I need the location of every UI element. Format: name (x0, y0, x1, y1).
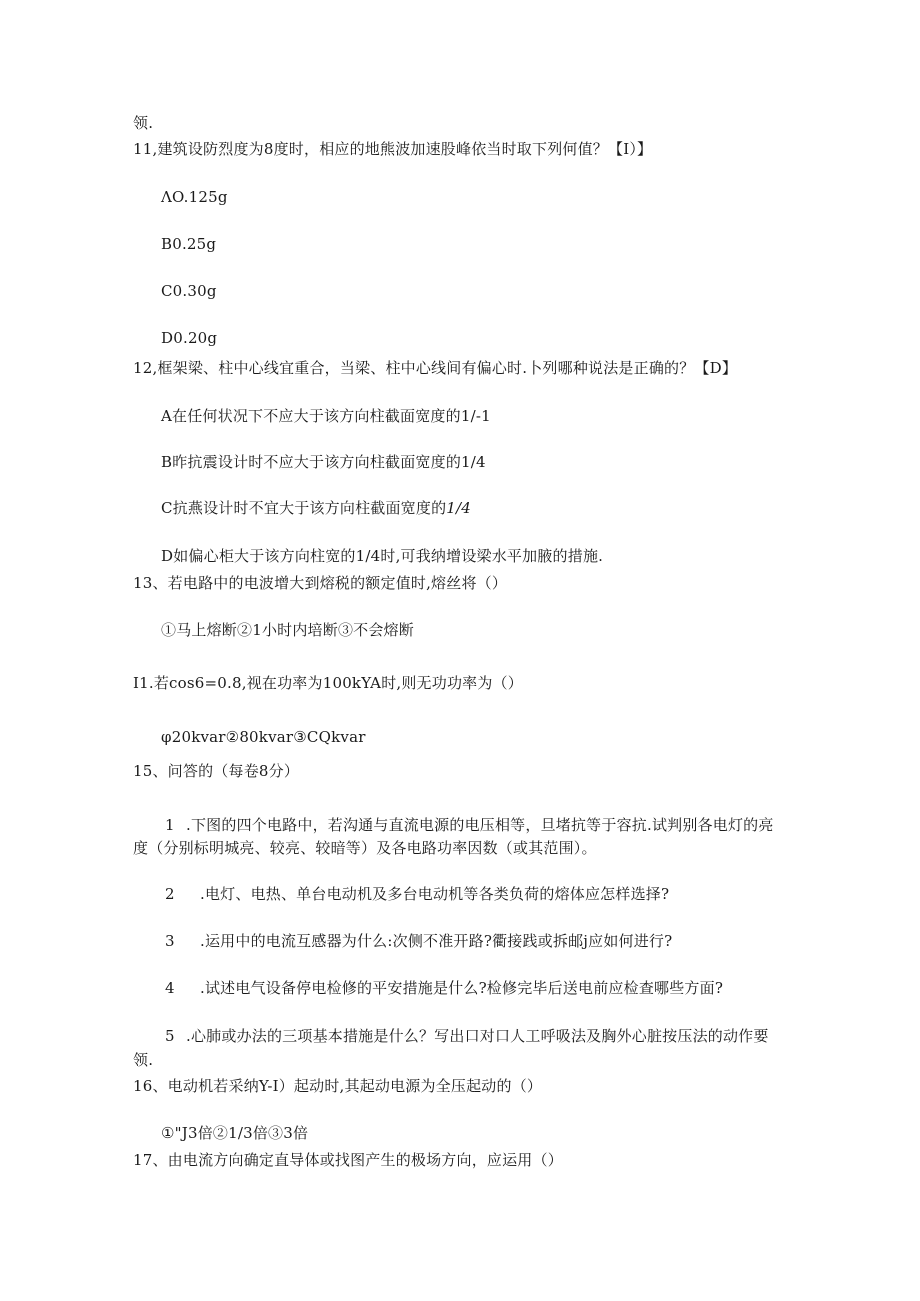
question-11-option-d: D0.20g (161, 329, 218, 347)
question-12-option-d: D如偏心柜大于该方向柱宽的1/4时,可我纳增设梁水平加腋的措施. (161, 547, 604, 565)
question-11-option-a: ΛO.125g (161, 188, 228, 206)
question-11: 11,建筑设防烈度为8度时，相应的地熊波加速股峰依当时取下列何值？【I）】 (133, 140, 653, 158)
question-15-item-5-line-1: .心肺或办法的三项基本措施是什么？写出口对口人工呼吸法及胸外心脏按压法的动作要 (186, 1027, 769, 1045)
question-15-item-4: .试述电气设备停电检修的平安措施是什么?检修完毕后送电前应检查哪些方面? (200, 979, 724, 997)
question-11-option-c: C0.30g (161, 282, 217, 300)
question-14: I1.若cos6=0.8,视在功率为100kYA时,则无功功率为（） (133, 674, 523, 692)
question-12-option-b: B昨抗震设计时不应大于该方向柱截面宽度的1/4 (161, 453, 486, 471)
question-15-item-3-number: 3 (165, 932, 175, 950)
question-12-option-a: A在任何状况下不应大于该方向柱截面宽度的1/-1 (161, 407, 491, 425)
question-15-item-5-number: 5 (165, 1027, 175, 1045)
question-12-option-c-text: C抗燕设计时不宜大于该方向柱截面宽度的 (161, 499, 447, 517)
question-12: 12,框架梁、柱中心线宜重合，当梁、柱中心线间有偏心时.卜列哪种说法是正确的？【D】 (133, 359, 738, 377)
question-15-item-3: .运用中的电流互感器为什么:次侧不准开路?衢接践或拆邮j应如何进行? (200, 932, 673, 950)
question-15: 15、问答的（每卷8分） (133, 762, 300, 780)
question-14-options: φ20kvar②80kvar③CQkvar (161, 728, 366, 746)
question-12-option-c-fraction: 1/4 (446, 499, 472, 517)
question-16: 16、电动机若采纳Y-I）起动时,其起动电源为全压起动的（） (133, 1077, 543, 1095)
question-12-option-c (161, 498, 471, 518)
question-15-item-1-number: 1 (165, 816, 175, 834)
question-15-item-4-number: 4 (165, 979, 175, 997)
question-17: 17、由电流方向确定直导体或找图产生的极场方向，应运用（） (133, 1151, 563, 1169)
text-line-continuation: 领. (133, 114, 154, 132)
question-15-item-5-line-2: 领. (133, 1051, 154, 1069)
question-15-item-2: .电灯、电热、单台电动机及多台电动机等各类负荷的熔体应怎样选择? (200, 885, 670, 903)
question-15-item-1-line-1: .下图的四个电路中，若沟通与直流电源的电压相等，旦堵抗等于容抗.试判别各电灯的亮 (186, 816, 774, 834)
question-16-options: ①"J3倍②1/3倍③3倍 (161, 1124, 309, 1142)
question-15-item-1-line-2: 度（分别标明城亮、较亮、较暗等）及各电路功率因数（或其范围）。 (133, 839, 597, 857)
question-13: 13、若电路中的电波增大到熔税的额定值时,熔丝将（） (133, 574, 508, 592)
question-11-option-b: B0.25g (161, 235, 217, 253)
question-13-options: ①马上熔断②1小时内培断③不会熔断 (161, 621, 414, 639)
question-15-item-2-number: 2 (165, 885, 175, 903)
